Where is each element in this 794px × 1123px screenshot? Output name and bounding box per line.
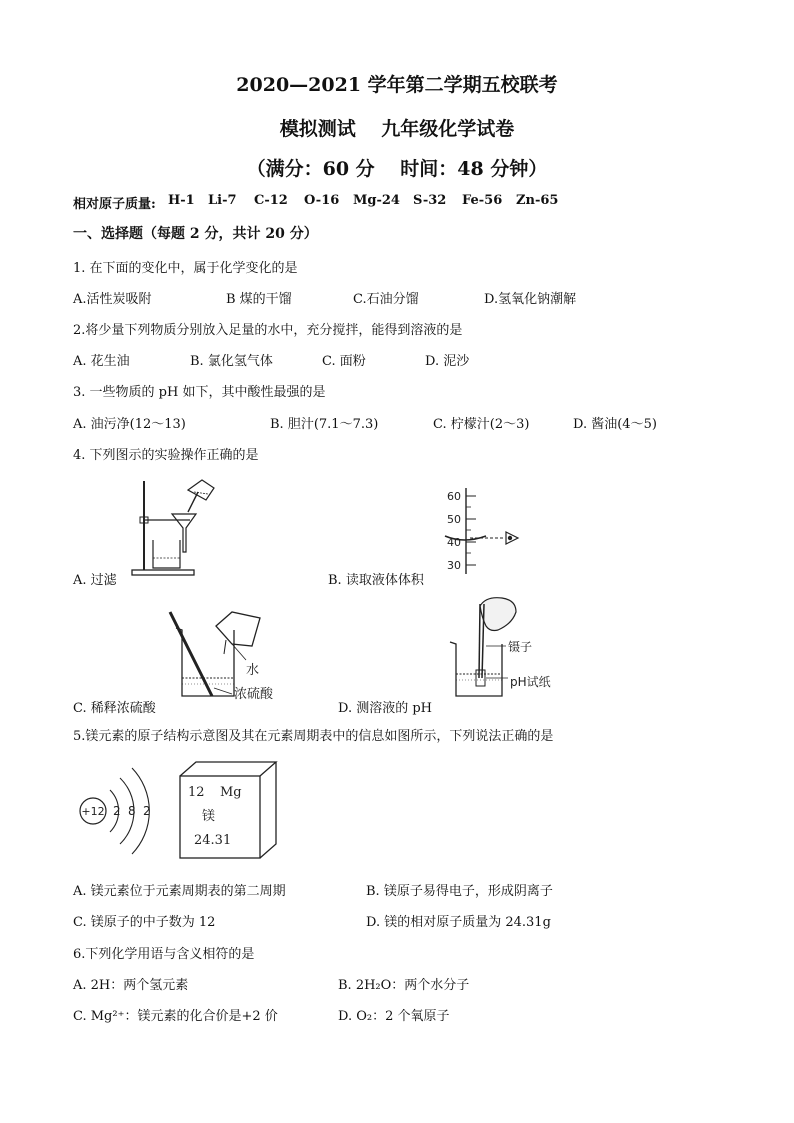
option-b: B. 读取液体体积 — [328, 573, 424, 588]
question-stem: 2.将少量下列物质分别放入足量的水中，充分搅拌，能得到溶液的是 — [73, 323, 463, 338]
conc-sulfuric-label: 浓硫酸 — [234, 687, 274, 702]
nucleus-charge: +12 — [81, 805, 105, 818]
option-d: D. 镁的相对原子质量为 24.31g — [366, 915, 551, 930]
option-c: C. 面粉 — [322, 354, 366, 369]
option-a: A. 油污净(12～13) — [73, 417, 186, 432]
option-d: D. 测溶液的 pH — [338, 701, 433, 716]
atomic-mass-item: Li-7 — [208, 193, 237, 208]
option-d: D.氢氧化钠潮解 — [484, 292, 577, 307]
atomic-mass-item: O-16 — [304, 193, 340, 208]
tweezers-label: 镊子 — [508, 640, 533, 654]
option-a: A. 花生油 — [73, 354, 130, 369]
option-b: B. 氯化氢气体 — [190, 354, 273, 369]
element-name: 镁 — [202, 809, 216, 824]
cylinder-reading-figure — [440, 486, 530, 578]
cylinder-tick-label: 40 — [447, 536, 461, 549]
option-a: A. 过滤 — [73, 573, 117, 588]
option-d: D. 酱油(4～5) — [573, 417, 657, 432]
atom-structure-figure — [76, 764, 186, 864]
atomic-mass-item: Fe-56 — [462, 193, 503, 208]
atomic-mass-label: 相对原子质量: — [73, 197, 156, 212]
cylinder-tick-label: 60 — [447, 490, 461, 503]
option-a: A. 2H：两个氢元素 — [73, 978, 189, 993]
element-number: 12 — [188, 785, 205, 800]
question-stem: 3. 一些物质的 pH 如下，其中酸性最强的是 — [73, 385, 326, 400]
shell-electrons: 8 — [128, 804, 136, 818]
option-d: D. 泥沙 — [425, 354, 470, 369]
exam-title: 2020—2021 学年第二学期五校联考 — [236, 74, 558, 96]
option-b: B 煤的干馏 — [226, 292, 292, 307]
option-d: D. O₂：2 个氧原子 — [338, 1009, 450, 1024]
option-a: A.活性炭吸附 — [73, 292, 152, 307]
atomic-mass-item: Zn-65 — [516, 193, 559, 208]
option-c: C. 镁原子的中子数为 12 — [73, 915, 216, 930]
element-card-figure — [178, 760, 284, 860]
option-a: A. 镁元素位于元素周期表的第二周期 — [73, 884, 286, 899]
question-stem: 4. 下列图示的实验操作正确的是 — [73, 448, 259, 463]
filtration-figure — [130, 478, 230, 578]
element-symbol: Mg — [220, 785, 242, 800]
atomic-mass-item: C-12 — [254, 193, 288, 208]
option-c: C. Mg²⁺：镁元素的化合价是+2 价 — [73, 1009, 278, 1024]
section-heading: 一、选择题（每题 2 分，共计 20 分） — [73, 226, 318, 242]
option-c: C. 稀释浓硫酸 — [73, 701, 156, 716]
shell-electrons: 2 — [143, 804, 151, 818]
dilution-figure — [168, 604, 318, 704]
atomic-mass-item: S-32 — [413, 193, 447, 208]
option-c: C. 柠檬汁(2～3) — [433, 417, 530, 432]
question-stem: 1. 在下面的变化中，属于化学变化的是 — [73, 261, 298, 276]
atomic-mass-item: Mg-24 — [353, 193, 400, 208]
water-label: 水 — [246, 663, 260, 678]
element-mass: 24.31 — [194, 833, 232, 848]
exam-subtitle: 模拟测试 九年级化学试卷 — [279, 118, 515, 140]
question-stem: 5.镁元素的原子结构示意图及其在元素周期表中的信息如图所示，下列说法正确的是 — [73, 729, 554, 744]
cylinder-tick-label: 30 — [447, 559, 461, 572]
ph-paper-label: pH试纸 — [510, 675, 551, 689]
option-c: C.石油分馏 — [353, 292, 419, 307]
option-b: B. 2H₂O：两个水分子 — [338, 978, 470, 993]
exam-score-time: （满分：60 分 时间：48 分钟） — [246, 158, 548, 180]
option-b: B. 胆汁(7.1～7.3) — [270, 417, 379, 432]
shell-electrons: 2 — [113, 804, 121, 818]
option-b: B. 镁原子易得电子，形成阴离子 — [366, 884, 553, 899]
cylinder-tick-label: 50 — [447, 513, 461, 526]
question-stem: 6.下列化学用语与含义相符的是 — [73, 947, 255, 962]
atomic-mass-item: H-1 — [168, 193, 195, 208]
ph-test-figure — [446, 594, 576, 706]
